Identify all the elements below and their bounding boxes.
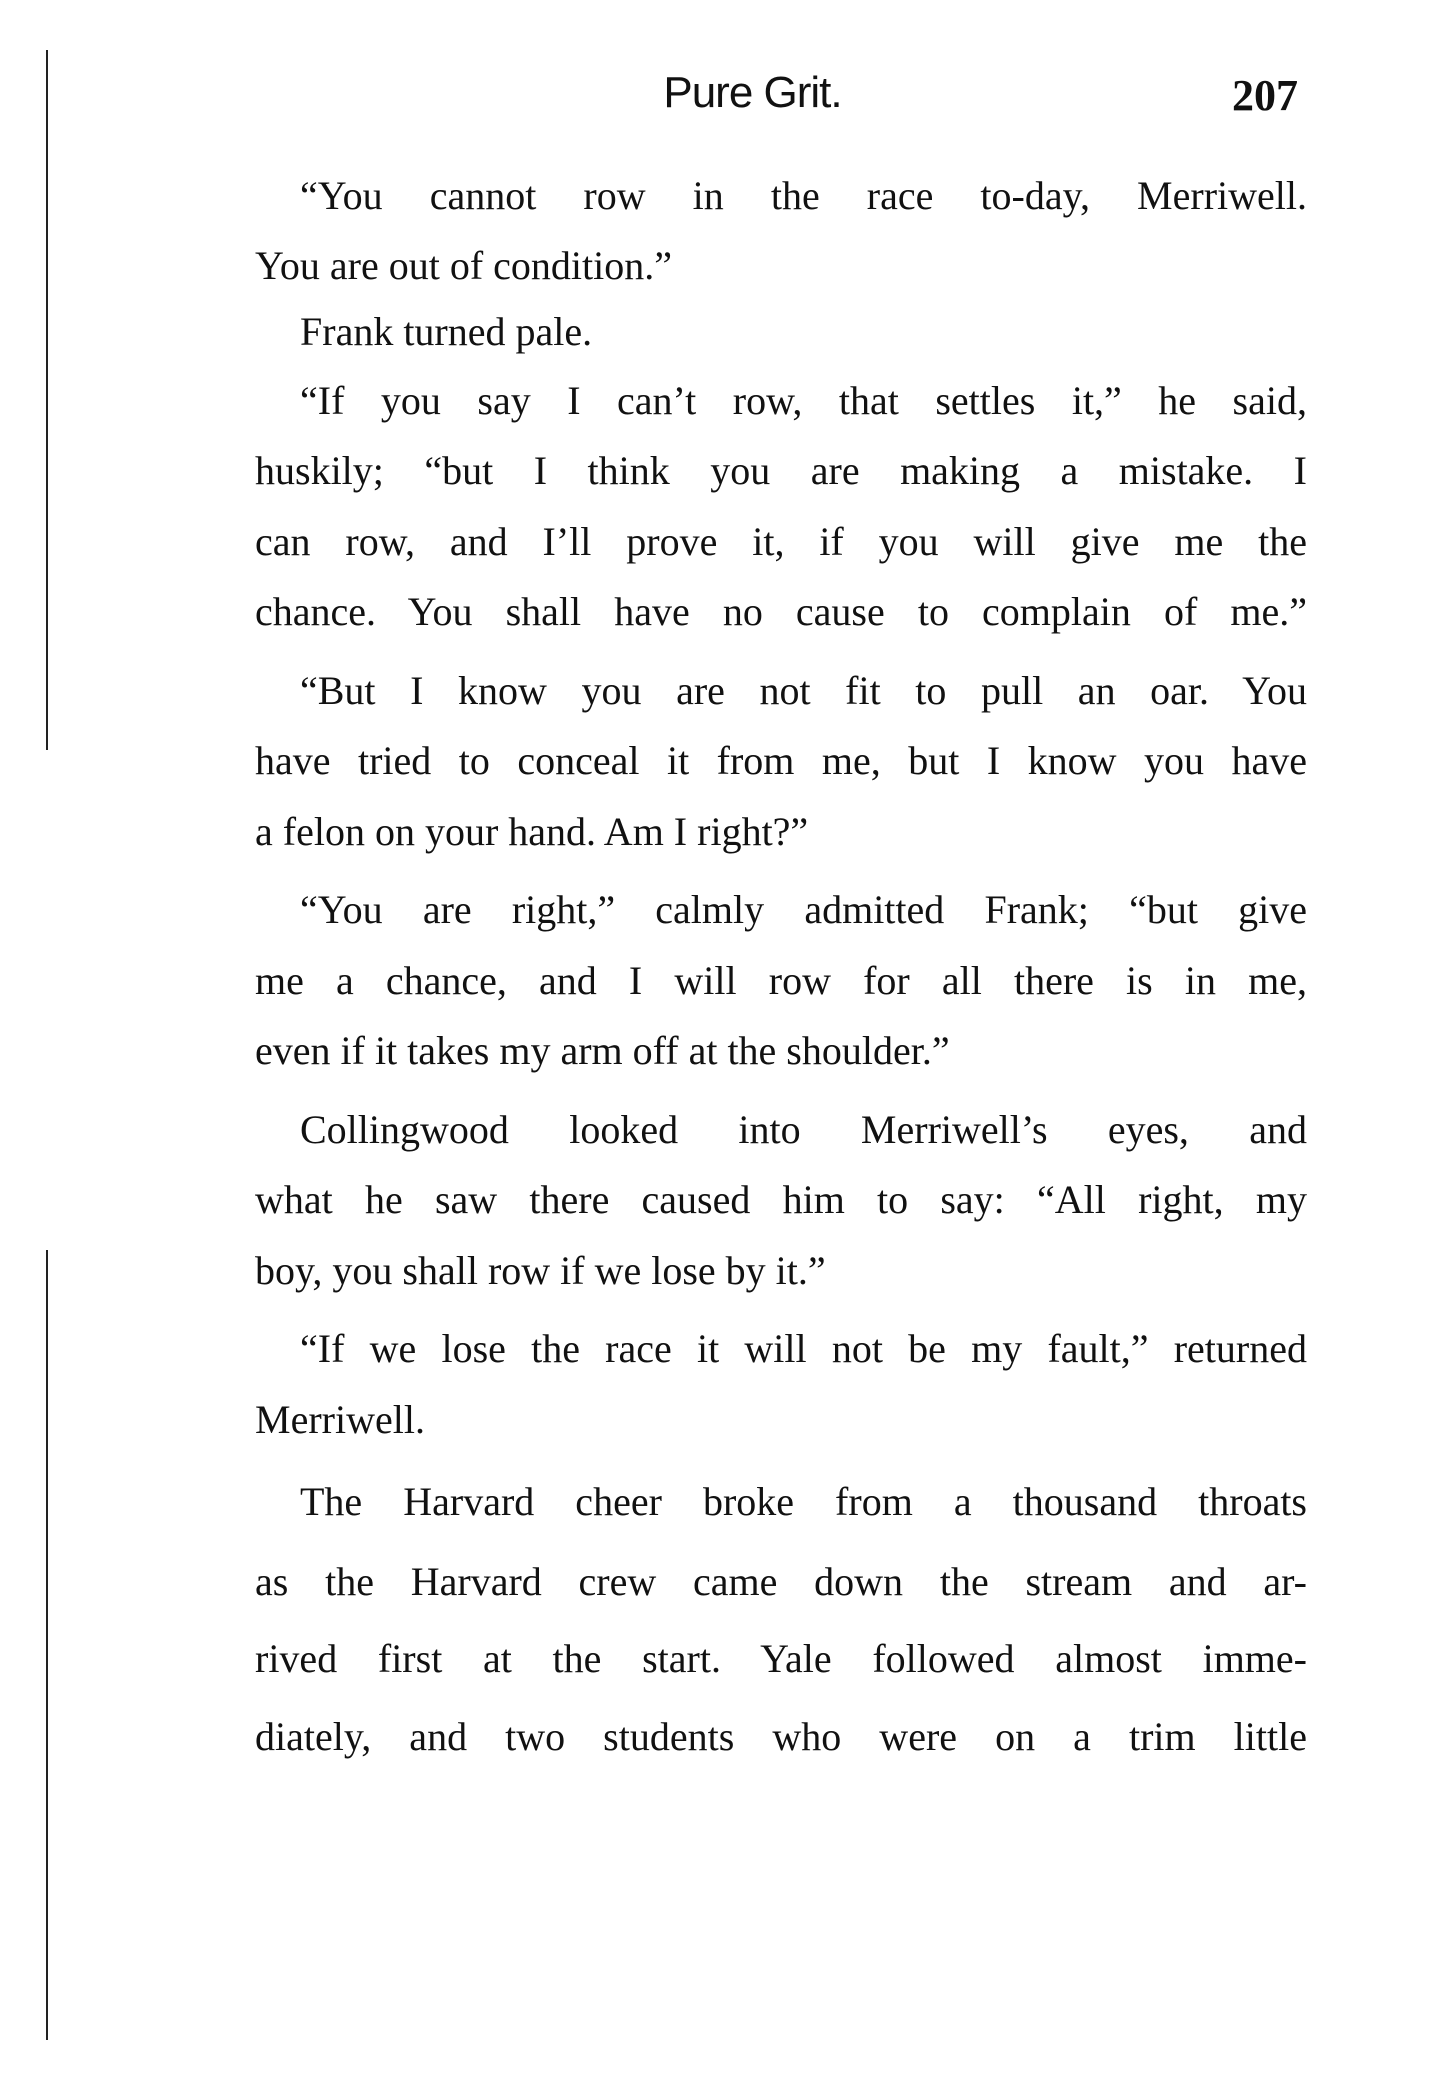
- text-line: Collingwood looked into Merriwell’s eyes, and: [300, 1107, 1307, 1152]
- page-number: 207: [1232, 71, 1298, 120]
- text-line: chance. You shall have no cause to complain of me.”: [255, 589, 1307, 634]
- text-line: as the Harvard crew came down the stream and ar-: [255, 1559, 1307, 1604]
- text-line: “But I know you are not fit to pull an oar. You: [300, 668, 1307, 713]
- text-line: “You cannot row in the race to-day, Merriwell.: [300, 173, 1307, 218]
- text-line: “If we lose the race it will not be my fault,” returned: [300, 1326, 1307, 1371]
- text-line: “You are right,” calmly admitted Frank; “but give: [300, 887, 1307, 932]
- text-line: what he saw there caused him to say: “All right, my: [255, 1177, 1307, 1222]
- binding-edge-line: [46, 50, 48, 750]
- text-line: can row, and I’ll prove it, if you will give me the: [255, 519, 1307, 564]
- text-line: boy, you shall row if we lose by it.”: [255, 1248, 826, 1293]
- running-header-title: Pure Grit.: [663, 68, 842, 117]
- text-line: even if it takes my arm off at the shoulder.”: [255, 1028, 950, 1073]
- text-line: Frank turned pale.: [300, 309, 593, 354]
- text-line: You are out of condition.”: [255, 243, 672, 288]
- text-line: huskily; “but I think you are making a mistake. I: [255, 448, 1307, 493]
- text-line: Merriwell.: [255, 1397, 425, 1442]
- text-line: rived first at the start. Yale followed almost imme-: [255, 1636, 1307, 1681]
- binding-edge-line: [46, 1250, 48, 2040]
- text-line: The Harvard cheer broke from a thousand throats: [300, 1479, 1307, 1524]
- text-line: me a chance, and I will row for all there is in me,: [255, 958, 1307, 1003]
- text-line: a felon on your hand. Am I right?”: [255, 809, 809, 854]
- text-line: diately, and two students who were on a trim little: [255, 1714, 1307, 1759]
- text-line: have tried to conceal it from me, but I know you have: [255, 738, 1307, 783]
- text-line: “If you say I can’t row, that settles it,” he said,: [300, 378, 1307, 423]
